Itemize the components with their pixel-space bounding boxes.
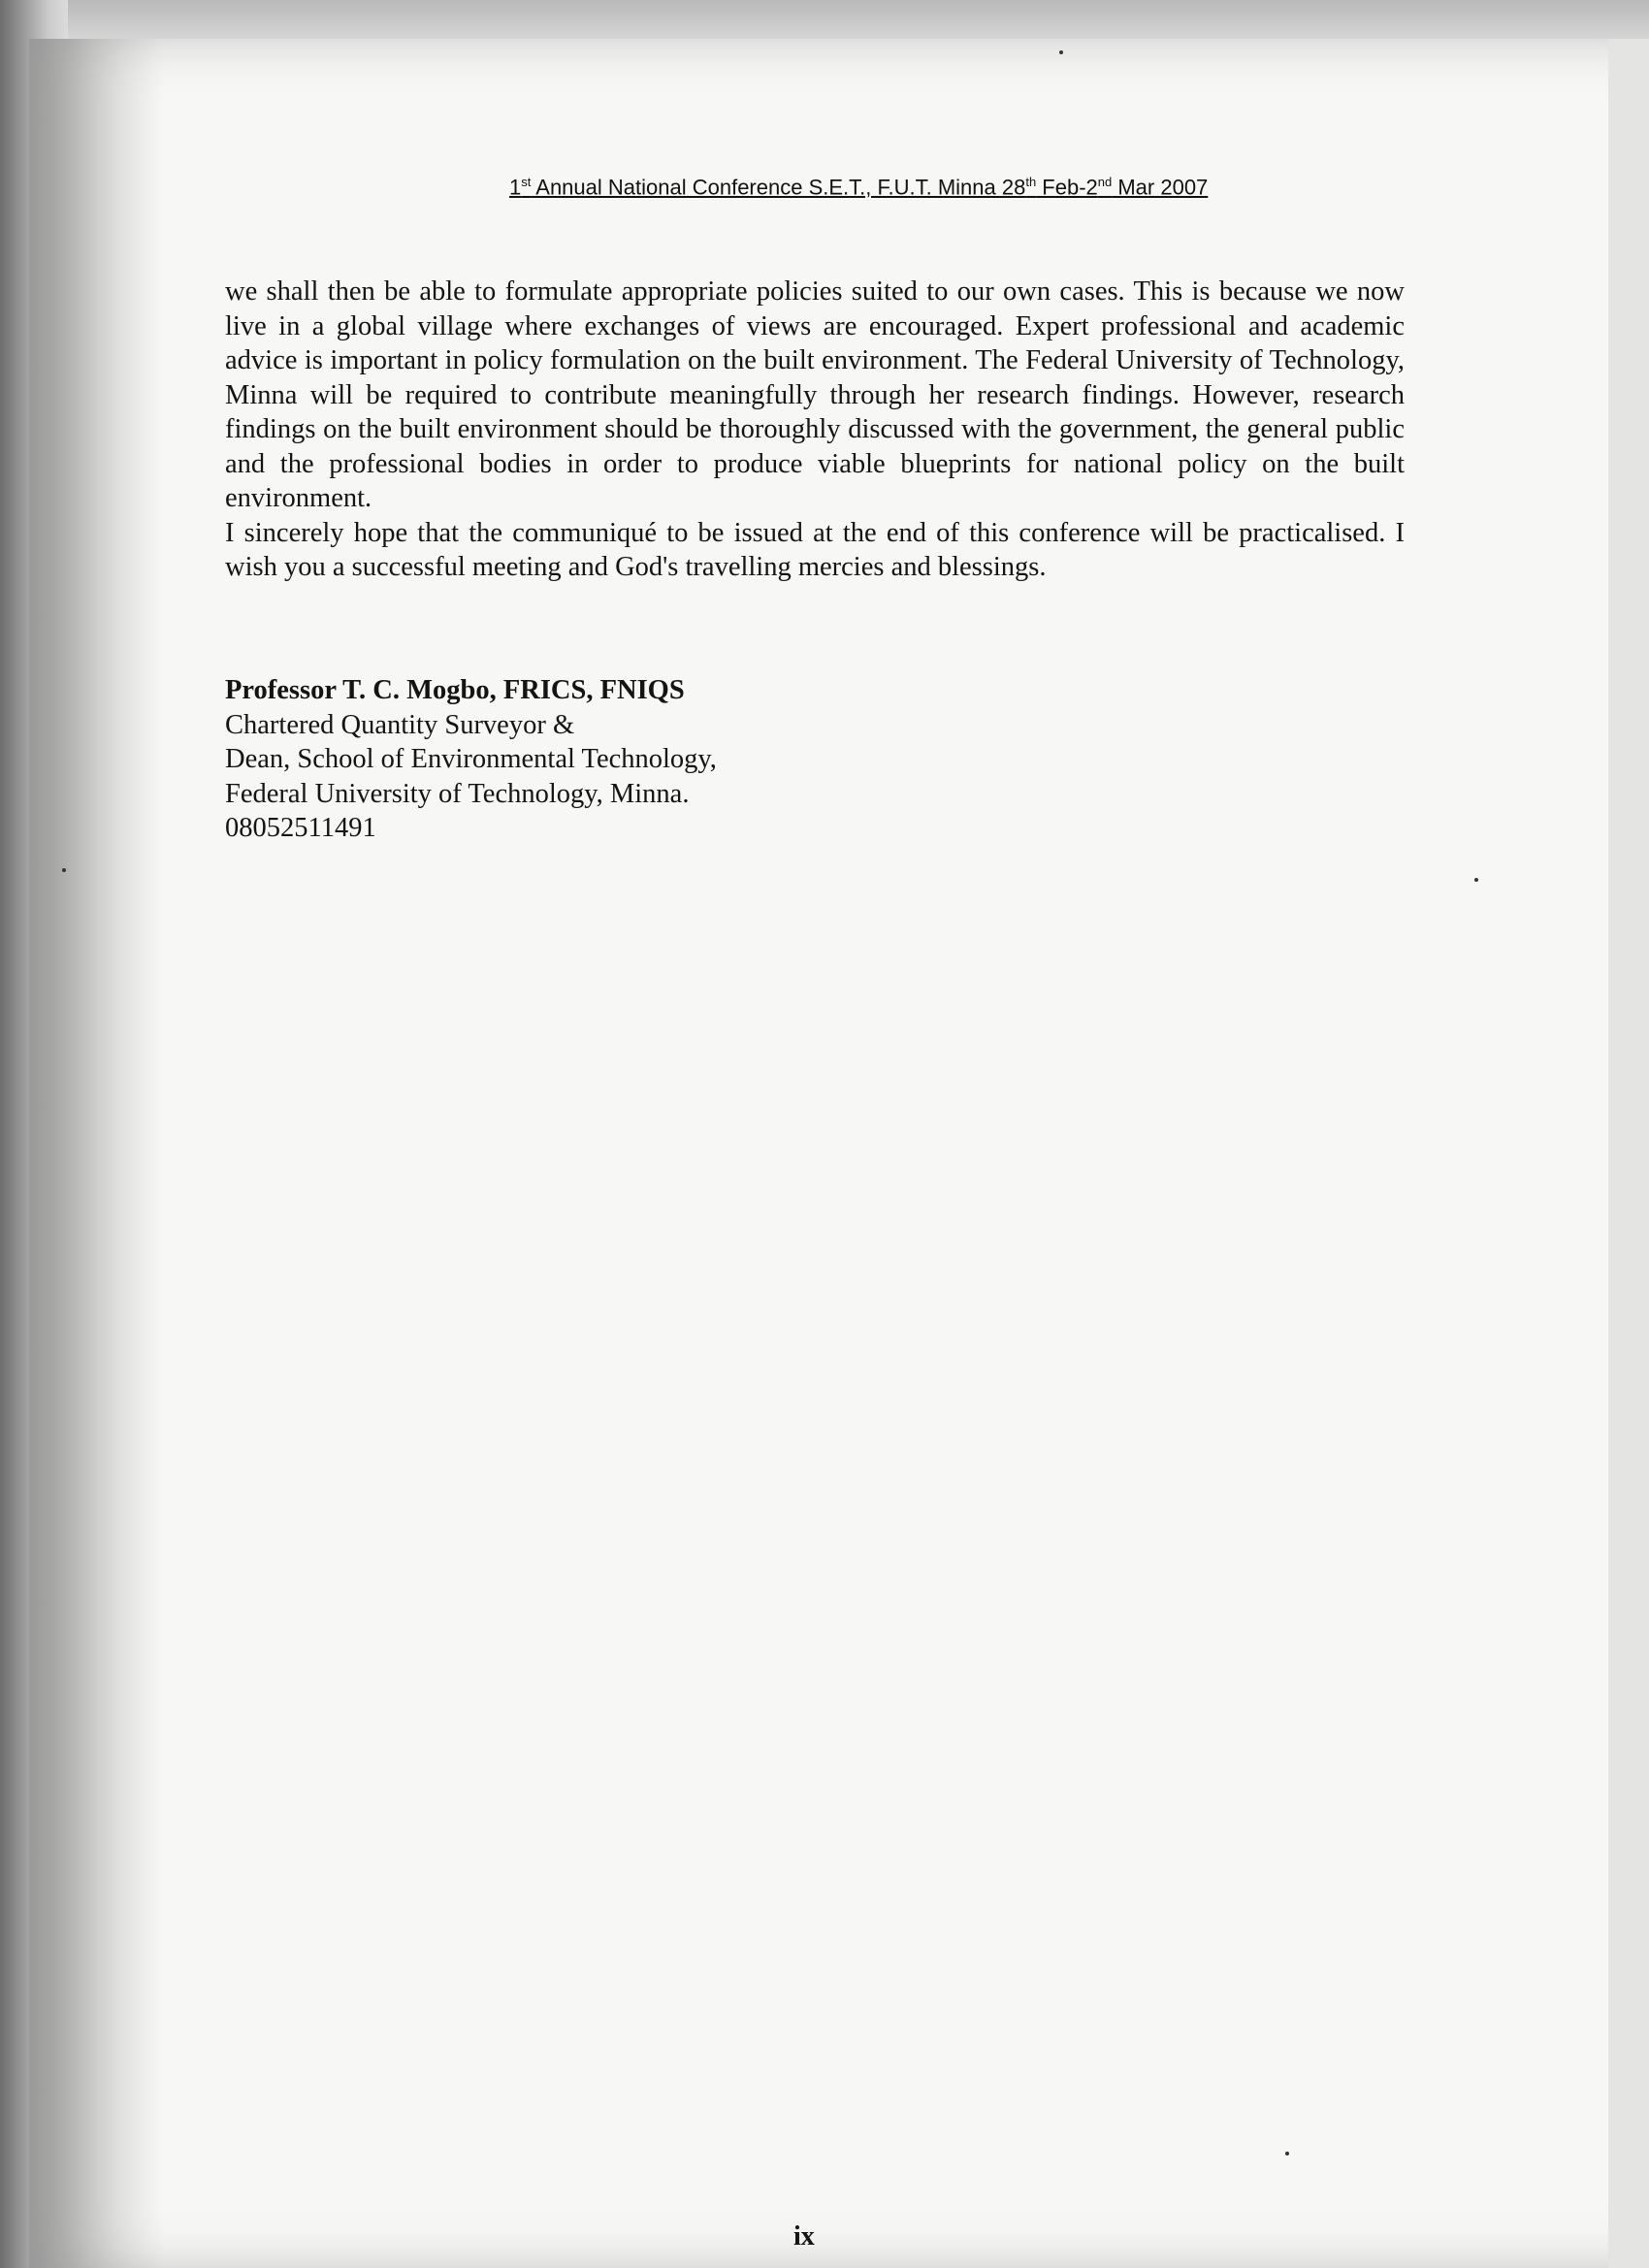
header-date-suffix-end: nd bbox=[1097, 175, 1113, 189]
scan-top-edge bbox=[0, 0, 1649, 39]
signatory-position: Dean, School of Environmental Technology, bbox=[225, 744, 717, 774]
body-paragraph: we shall then be able to formulate appropriate policies suited to our own cases. This is because we now live in a global village where exchanges of views are encouraged. Expert professional and academic advice is important in policy formulation on the built environment. The Federal University of Technology, Minna will be required to contribute meaningfully through her research findings. However, research findings on the built environment should be thoroughly discussed with the government, the general public and the professional bodies in order to produce viable blueprints for national policy on the built environment. bbox=[225, 276, 1405, 513]
signatory-institution: Federal University of Technology, Minna. bbox=[225, 778, 690, 809]
scan-speck bbox=[1285, 2152, 1289, 2155]
header-ordinal: 1 bbox=[509, 175, 522, 200]
header-conference-title: Annual National Conference S.E.T., F.U.T. Minna 28 bbox=[531, 175, 1026, 200]
header-ordinal-suffix: st bbox=[521, 175, 532, 189]
page-gutter-shadow bbox=[29, 39, 165, 2268]
header-year: Mar 2007 bbox=[1112, 175, 1209, 200]
signatory-name: Professor T. C. Mogbo, FRICS, FNIQS bbox=[225, 675, 685, 705]
header-date-suffix-start: th bbox=[1025, 175, 1037, 189]
header-date-range: Feb-2 bbox=[1036, 175, 1098, 200]
signature-block bbox=[225, 673, 717, 846]
running-header bbox=[509, 175, 1208, 200]
scan-speck bbox=[1059, 50, 1063, 54]
scan-speck bbox=[62, 868, 66, 872]
body-text bbox=[225, 275, 1405, 585]
signatory-phone: 08052511491 bbox=[225, 813, 376, 843]
page-number: ix bbox=[793, 2221, 815, 2252]
scan-speck bbox=[1474, 878, 1478, 882]
body-paragraph: I sincerely hope that the communiqué to be issued at the end of this conference will be practicalised. I wish you a successful meeting and God's travelling mercies and blessings. bbox=[225, 517, 1405, 582]
signatory-title: Chartered Quantity Surveyor & bbox=[225, 709, 575, 740]
